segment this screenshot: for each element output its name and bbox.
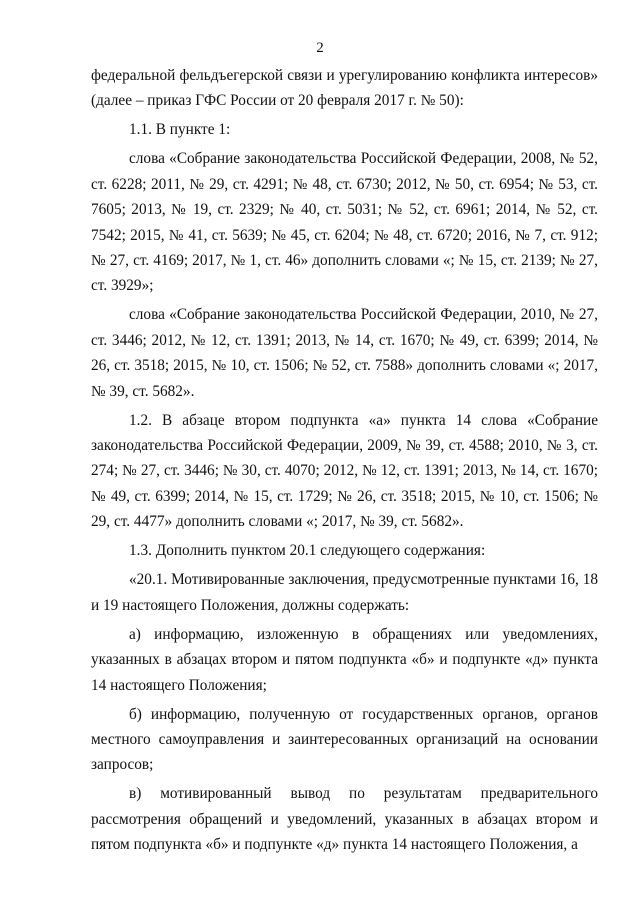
paragraph-1-2: 1.2. В абзаце втором подпункта «а» пункта 14 слова «Собрание законодательства Российской Федерации, 2009, № 39, ст. 4588; 2010, № 3, ст. 274; № 27, ст. 3446; № 30, ст. 4070; 2012, № 12, ст. 1391; 2013, № 14, ст. 1670; № 49, ст. 6399; 2014, № 15, ст. 1729; № 26, ст. 3518; 2015, № 10, ст. 1506; № 29, ст. 4477» дополнить словами «; 2017, № 39, ст. 5682». [91,411,598,531]
paragraph-item-a: а) информацию, изложенную в обращениях или уведомлениях, указанных в абзацах втором и пятом подпункта «б» и подпункте «д» пункта 14 настоящего Положения; [91,625,598,694]
page-number: 2 [316,40,324,56]
paragraph-intro: федеральной фельдъегерской связи и урегулированию конфликта интересов» (далее – приказ ГФС России от 20 февраля 2017 г. № 50): [91,67,598,110]
paragraph-words-2008: слова «Собрание законодательства Российской Федерации, 2008, № 52, ст. 6228; 2011, № 29, ст. 4291; № 48, ст. 6730; 2012, № 50, ст. 6954; № 53, ст. 7605; 2013, № 19, ст. 2329; № 40, ст. 5031; № 52, ст. 6961; 2014, № 52, ст. 7542; 2015, № 41, ст. 5639; № 45, ст. 6204; № 48, ст. 6720; 2016, № 7, ст. 912; № 27, ст. 4169; 2017, № 1, ст. 46» дополнить словами «; № 15, ст. 2139; № 27, ст. 3929»; [91,150,598,295]
paragraph-1-3: 1.3. Дополнить пунктом 20.1 следующего содержания: [129,542,486,560]
paragraph-20-1: «20.1. Мотивированные заключения, предусмотренные пунктами 16, 18 и 19 настоящего Положения, должны содержать: [91,571,598,614]
paragraph-words-2010: слова «Собрание законодательства Российской Федерации, 2010, № 27, ст. 3446; 2012, № 12, ст. 1391; 2013, № 14, ст. 1670; № 49, ст. 6399; 2014, № 26, ст. 3518; 2015, № 10, ст. 1506; № 52, ст. 7588» дополнить словами «; 2017, № 39, ст. 5682». [91,306,598,400]
paragraph-1-1: 1.1. В пункте 1: [129,121,231,139]
document-body [91,63,598,858]
paragraph-item-v: в) мотивированный вывод по результатам предварительного рассмотрения обращений и уведомлений, указанных в абзацах втором и пятом подпункта «б» и подпункте «д» пункта 14 настоящего Положения, а [91,785,598,854]
paragraph-item-b: б) информацию, полученную от государственных органов, органов местного самоуправления и заинтересованных организаций на основании запросов; [91,705,598,774]
